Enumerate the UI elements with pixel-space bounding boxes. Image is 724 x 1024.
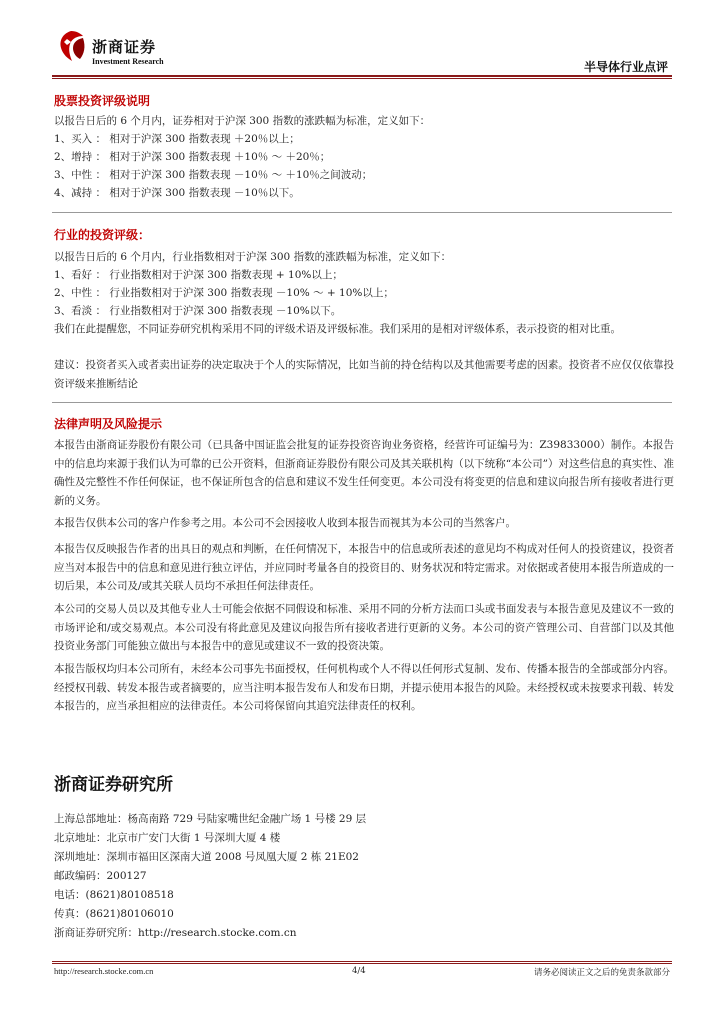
footer-rule-thin [52,963,672,964]
industry-rating-intro: 以报告日后的 6 个月内，行业指数相对于沪深 300 指数的涨跌幅为标准，定义如下： [54,251,452,263]
stock-rating-item: 2、增持 ： 相对于沪深 300 指数表现 ＋10％ ～ ＋20％； [54,151,331,163]
institute-name: 浙商证券研究所 [54,775,173,795]
brand-logo [56,30,216,70]
legal-paragraph: 本报告版权均归本公司所有，未经本公司事先书面授权，任何机构或个人不得以任何形式复制、发布、传播本报告的全部或部分内容。经授权刊载、转发本报告或者摘要的，应当注明本报告发布人和发布日期，并提示使用本报告的风险。未经授权或未按要求刊载、转发本报告的，应当承担相应的法律责任。本公司将保留向其追究法律责任的权利。 [54,663,674,712]
footer-rule [52,961,672,962]
contact-line: 深圳地址：深圳市福田区深南大道 2008 号凤凰大厦 2 栋 21E02 [54,851,359,863]
legal-paragraph: 本报告仅反映报告作者的出具日的观点和判断，在任何情况下，本报告中的信息或所表述的意见均不构成对任何人的投资建议，投资者应当对本报告中的信息和意见进行独立评估，并应同时考量各自的投资目的、财务状况和特定需求。对依据或者使用本报告所造成的一切后果，本公司及/或其关联人员均不承担任何法律责任。 [54,543,674,592]
rating-note: 我们在此提醒您，不同证券研究机构采用不同的评级术语及评级标准。我们采用的是相对评级体系，表示投资的相对比重。 [54,323,621,335]
logo-icon [56,30,86,62]
industry-rating-title: 行业的投资评级： [54,228,151,242]
stock-rating-title: 股票投资评级说明 [54,94,151,108]
header-rule-thin [52,78,672,79]
industry-rating-item: 3、看淡 ： 行业指数相对于沪深 300 指数表现 －10%以下。 [54,305,342,317]
header-rule [52,75,672,77]
legal-title: 法律声明及风险提示 [54,417,163,431]
contact-line: 传真：(8621)80106010 [54,908,174,920]
footer-disclaimer: 请务必阅读正文之后的免责条款部分 [533,968,670,978]
contact-line: 电话：(8621)80108518 [54,889,174,901]
page-number: 4/4 [352,966,366,976]
contact-line: 上海总部地址：杨高南路 729 号陆家嘴世纪金融广场 1 号楼 29 层 [54,813,367,825]
stock-rating-intro: 以报告日后的 6 个月内，证券相对于沪深 300 指数的涨跌幅为标准，定义如下： [54,115,431,127]
stock-rating-item: 3、中性 ： 相对于沪深 300 指数表现 －10％ ～ ＋10％之间波动； [54,169,373,181]
logo-en-text: Investment Research [92,57,164,66]
legal-paragraph: 本公司的交易人员以及其他专业人士可能会依据不同假设和标准、采用不同的分析方法而口头或书面发表与本报告意见及建议不一致的市场评论和/或交易观点。本公司没有将此意见及建议向报告所有接收者进行更新的义务。本公司的资产管理公司、自营部门以及其他投资业务部门可能独立做出与本报告中的意见或建议不一致的投资决策。 [54,603,674,652]
industry-rating-item: 1、看好 ： 行业指数相对于沪深 300 指数表现 + 10%以上； [54,269,343,281]
report-type: 半导体行业点评 [583,60,668,74]
section-divider [52,212,672,213]
legal-paragraph: 本报告由浙商证券股份有限公司（已具备中国证监会批复的证券投资咨询业务资格，经营许可证编号为：Z39833000）制作。本报告中的信息均来源于我们认为可靠的已公开资料，但浙商证券股份有限公司及其关联机构（以下统称“本公司”）对这些信息的真实性、准确性及完整性不作任何保证，也不保证所包含的信息和建议不发生任何变更。本公司没有将变更的信息和建议向报告所有接收者进行更新的义务。 [54,439,674,507]
rating-advice: 建议：投资者买入或者卖出证券的决定取决于个人的实际情况，比如当前的持仓结构以及其他需要考虑的因素。投资者不应仅仅依靠投资评级来推断结论 [54,359,674,390]
section-divider [52,402,672,403]
contact-line: 浙商证券研究所：http://research.stocke.com.cn [54,927,297,939]
contact-line: 北京地址：北京市广安门大街 1 号深圳大厦 4 楼 [54,832,281,844]
logo-cn-text: 浙商证券 [92,38,157,56]
contact-line: 邮政编码：200127 [54,870,147,882]
industry-rating-item: 2、中性 ： 行业指数相对于沪深 300 指数表现 －10% ～ + 10%以上； [54,287,394,299]
stock-rating-item: 1、买入 ： 相对于沪深 300 指数表现 ＋20％以上； [54,133,300,145]
legal-paragraph: 本报告仅供本公司的客户作参考之用。本公司不会因接收人收到本报告而视其为本公司的当然客户。 [54,517,516,529]
stock-rating-item: 4、减持 ： 相对于沪深 300 指数表现 －10％以下。 [54,187,300,199]
footer-url[interactable]: http://research.stocke.com.cn [54,966,154,976]
